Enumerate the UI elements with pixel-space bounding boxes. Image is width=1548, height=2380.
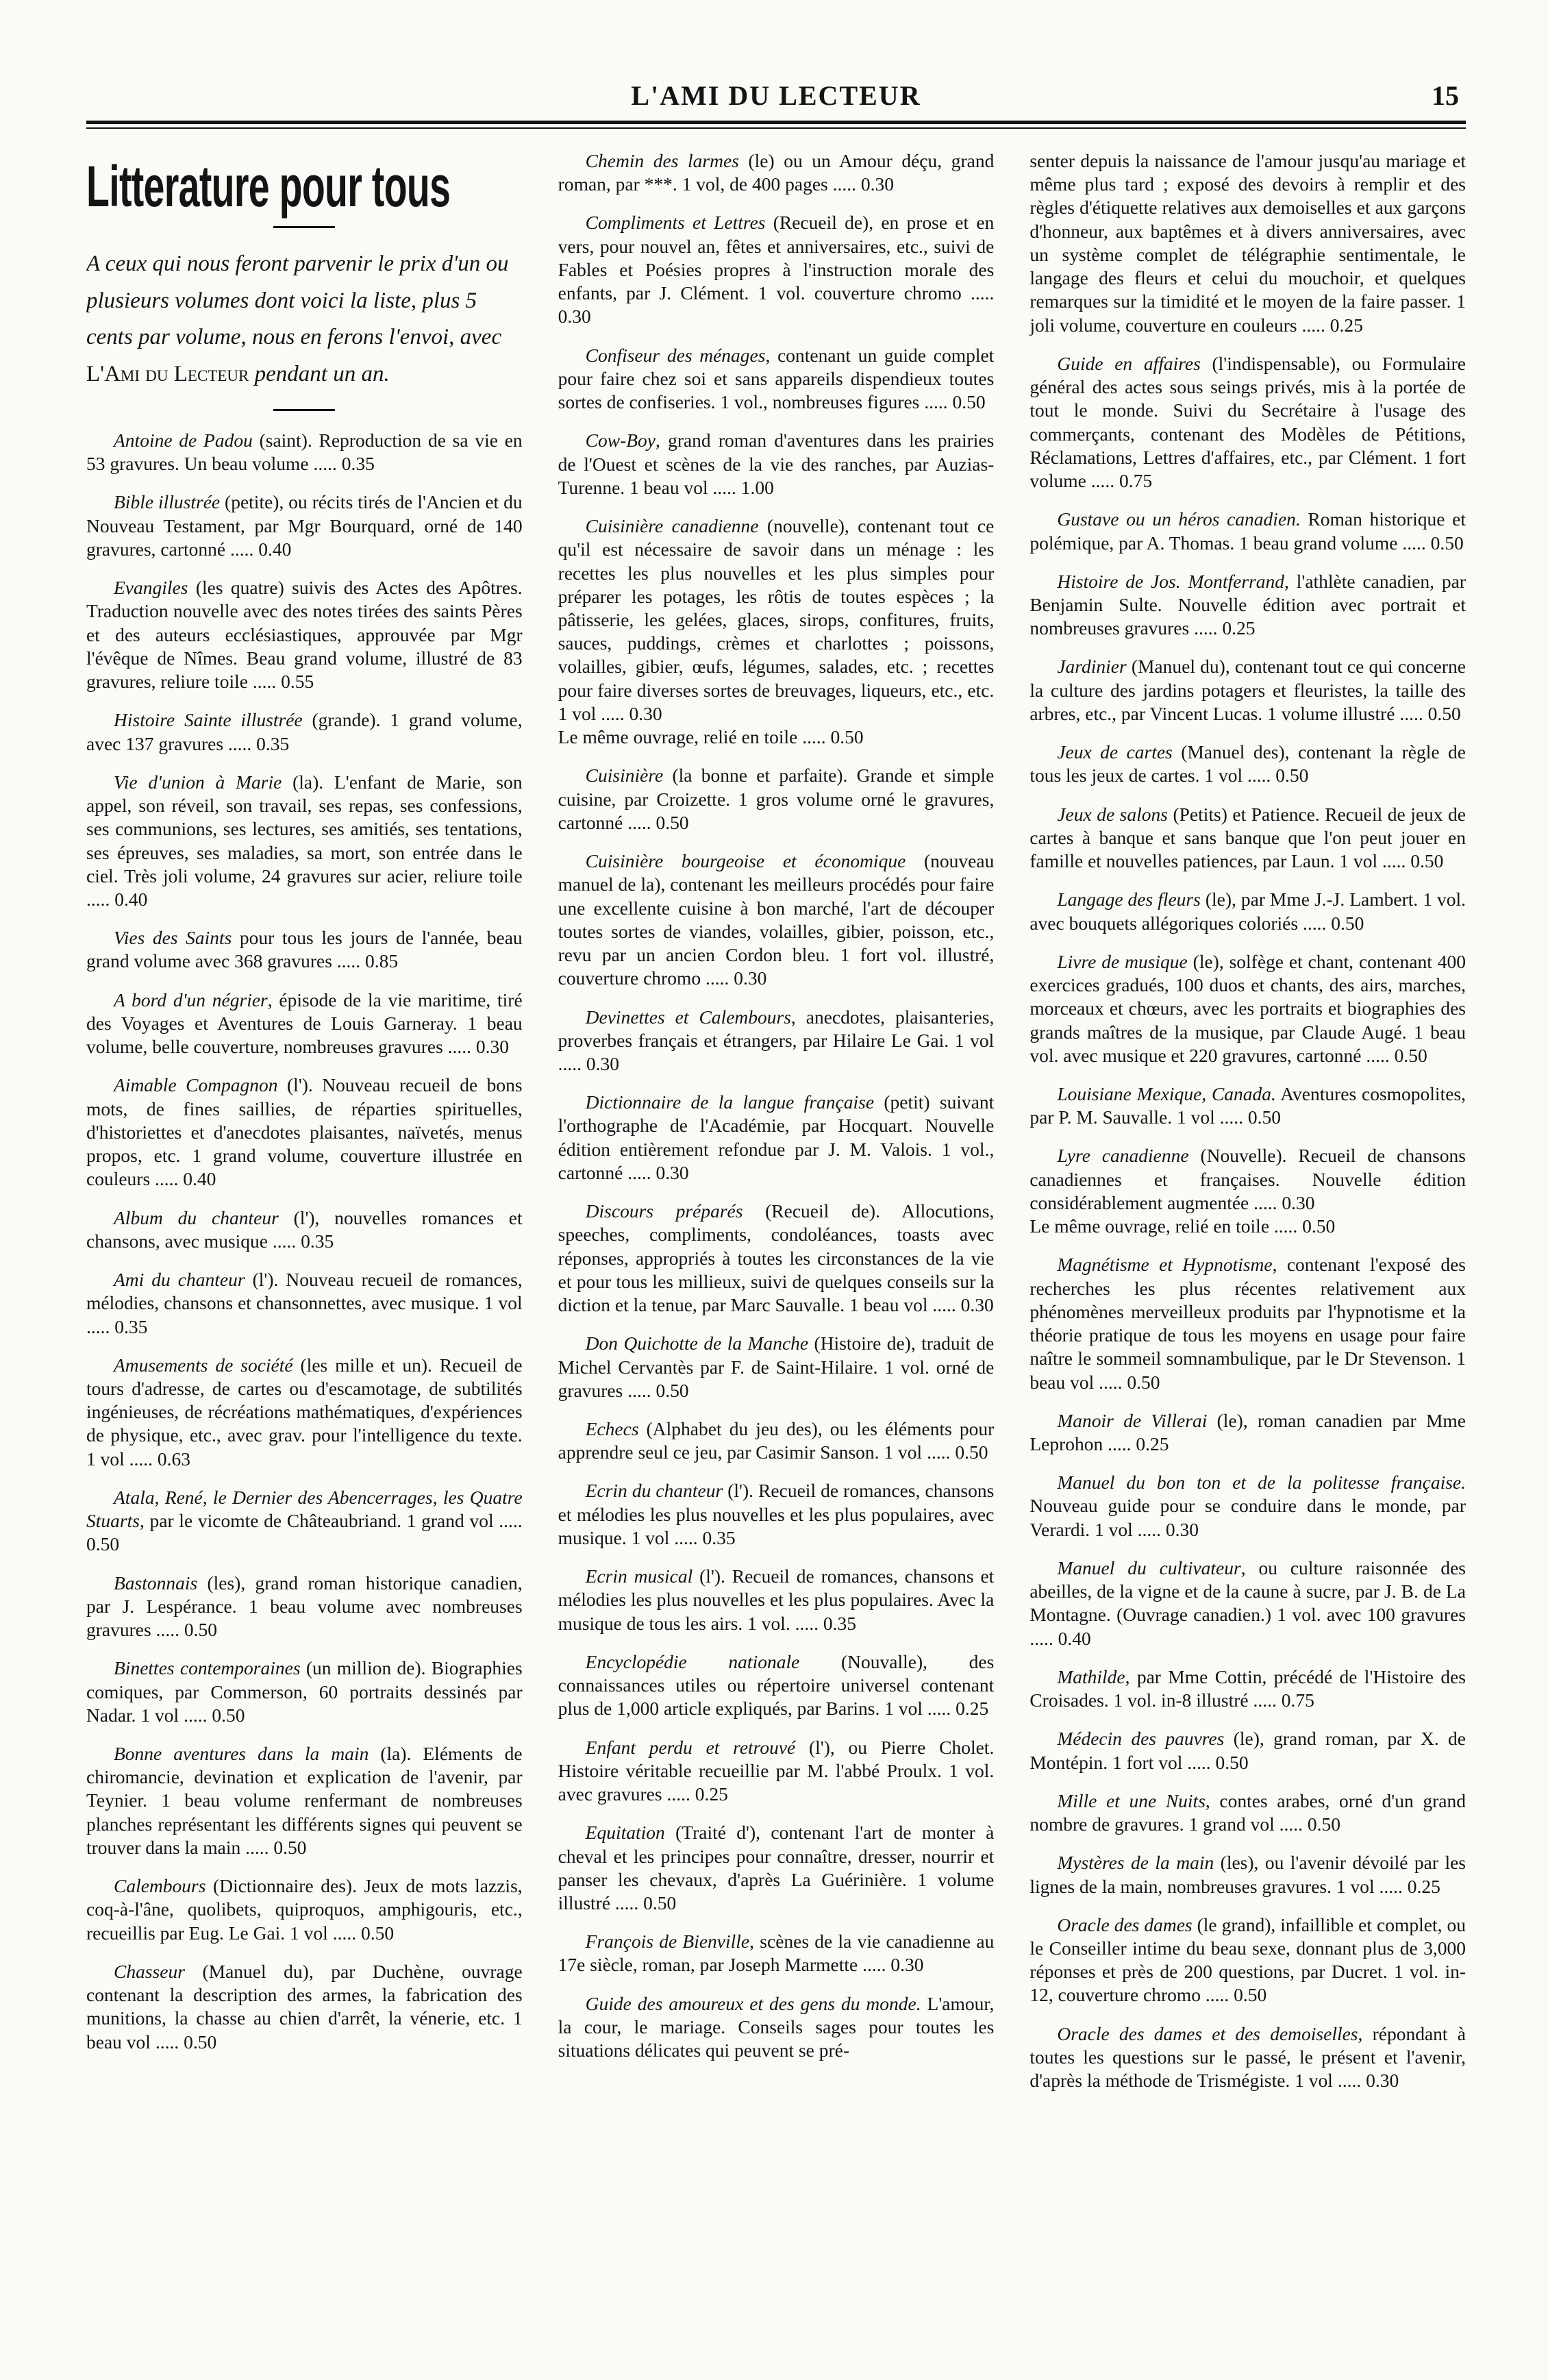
book-title: Dictionnaire de la langue française: [585, 1091, 875, 1113]
book-price: 0.35: [114, 1315, 148, 1337]
book-description: pour tous les jours de l'année, beau grand volume avec 368 gravures: [86, 927, 523, 972]
book-entry: Ecrin du chanteur (l'). Recueil de romances, chansons et mélodies les plus nouvelles et les plus populaires, avec musique. 1 vol ..... 0.35: [558, 1480, 995, 1548]
book-price: 0.63: [157, 1448, 191, 1470]
book-description: (Manuel des), contenant la règle de tous les jeux de cartes. 1 vol: [1029, 741, 1466, 786]
book-description: (nouvelle), contenant tout ce qu'il est nécessaire de savoir dans un ménage : les recettes les plus nouvelles et les plus simples pour préparer les potages, les rôtis de toutes espèces ; la pâtisserie, les gelées, glaces, sirops, confitures, fruits, sauces, puddings, crèmes et charlottes ; poissons, volailles, gibier, œufs, légumes, salades, etc. ; recettes pour faire diverses sortes de breuvages, liqueurs, etc., etc. 1 vol: [558, 515, 995, 724]
running-header: [86, 79, 1466, 121]
book-title: Ecrin musical: [585, 1565, 693, 1587]
book-description: , par le vicomte de Châteaubriand. 1 grand vol: [139, 1510, 494, 1532]
book-price: 0.50: [1430, 532, 1464, 554]
book-price: 0.30: [890, 1954, 924, 1976]
book-description: (le), solfège et chant, contenant 400 exercices gradués, 100 duos et chants, des airs, marches, morceaux et chœurs, avec les portraits et biographies des grands maîtres de la musique, par Claude Augé. 1 beau vol. avec musique et 220 gravures, cartonné: [1029, 950, 1466, 1066]
book-title: Livre de musique: [1057, 950, 1188, 972]
book-title: Confiseur des ménages: [585, 344, 766, 366]
book-price: 0.35: [702, 1526, 736, 1548]
book-title: Equitation: [585, 1822, 665, 1844]
book-description: (les), grand roman historique canadien, par J. Lespérance. 1 beau volume avec nombreuses gravures: [86, 1572, 523, 1641]
book-description: (un million de). Biographies comiques, par Commerson, 60 portraits dessinés par Nadar. 1 vol: [86, 1657, 523, 1726]
book-price: 0.40: [114, 888, 148, 910]
book-description: , contenant l'exposé des recherches les plus récentes relativement aux phénomènes merveilleux produits par l'hypnotisme et la théorie pratique de tous les moyens en usage pour faire naître le sommeil somnambulique, par le Dr Stevenson. 1 beau vol: [1029, 1254, 1466, 1393]
book-title: Calembours: [114, 1875, 206, 1897]
book-entry: Oracle des dames et des demoiselles, répondant à toutes les questions sur le passé, le présent et l'avenir, d'après la méthode de Trismégiste. 1 vol ..... 0.30: [1029, 2022, 1466, 2092]
book-price: 0.25: [1329, 314, 1363, 336]
section-heading: Litterature pour tous: [86, 154, 451, 219]
book-description: (Nouvelle). Recueil de chansons canadiennes et françaises. Nouvelle édition considérablement augmentée: [1029, 1145, 1466, 1213]
book-price: 0.50: [273, 1836, 307, 1858]
book-title: Langage des fleurs: [1057, 889, 1201, 910]
book-entry: Ecrin musical (l'). Recueil de romances, chansons et mélodies les plus nouvelles et les plus populaires. Avec la musique de tous les airs. 1 vol. ..... 0.35: [558, 1565, 995, 1634]
book-entry: Compliments et Lettres (Recueil de), en prose et en vers, pour nouvel an, fêtes et anniversaires, etc., suivi de Fables et Poésies propres à l'instruction morale des enfants, par J. Clément. 1 vol. couverture chromo ..... 0.30: [558, 212, 995, 327]
book-entry: Manuel du bon ton et de la politesse française. Nouveau guide pour se conduire dans le monde, par Verardi. 1 vol ..... 0.30: [1029, 1472, 1466, 1540]
book-title: Bonne aventures dans la main: [114, 1743, 369, 1765]
book-title: Atala, René, le Dernier des Abencerrages, les Quatre Stuarts: [86, 1486, 523, 1532]
book-price: 0.55: [281, 671, 314, 693]
book-title: Manoir de Villerai: [1057, 1409, 1208, 1431]
book-price: 0.50: [1331, 912, 1364, 934]
book-description: (l'). Recueil de romances, chansons et mélodies les plus nouvelles et les plus populaires, avec musique. 1 vol: [558, 1480, 995, 1548]
book-title: Devinettes et Calembours: [585, 1006, 791, 1028]
book-price: 0.50: [656, 811, 689, 833]
book-entry: Jardinier (Manuel du), contenant tout ce qui concerne la culture des jardins potagers et fleuristes, la taille des arbres, etc., par Vincent Lucas. 1 volume illustré ..... 0.50: [1029, 656, 1466, 724]
book-description: (l'). Recueil de romances, chansons et mélodies les plus nouvelles et les plus populaires. Avec la musique de tous les airs. 1 vol.: [558, 1565, 995, 1634]
book-title: Bible illustrée: [114, 491, 221, 513]
book-title: Vie d'union à Marie: [114, 771, 282, 793]
book-description: (Petits) et Patience. Recueil de jeux de cartes à banque et sans banque que l'on peut jouer en famille et nouvelles patiences, par Laun. 1 vol: [1029, 803, 1466, 872]
book-description: , ou culture raisonnée des abeilles, de la vigne et de la caune à sucre, par J. B. de La Montagne. (Ouvrage canadien.) 1 vol. avec 100 gravures: [1029, 1557, 1466, 1626]
book-price: 0.25: [956, 1698, 989, 1720]
book-entry: Histoire de Jos. Montferrand, l'athlète canadien, par Benjamin Sulte. Nouvelle édition avec portrait et nombreuses gravures ..... 0.25: [1029, 570, 1466, 639]
book-price: 0.75: [1119, 470, 1153, 492]
book-title: Ami du chanteur: [114, 1269, 245, 1291]
book-entry: Louisiane Mexique, Canada. Aventures cosmopolites, par P. M. Sauvalle. 1 vol ..... 0.50: [1029, 1082, 1466, 1128]
book-price: 0.30: [960, 1294, 994, 1316]
book-title: Discours préparés: [585, 1200, 743, 1222]
book-title: Chemin des larmes: [585, 150, 739, 171]
book-description: (le) ou un Amour déçu, grand roman, par ***. 1 vol, de 400 pages: [558, 150, 995, 195]
book-price: 0.50: [1394, 1044, 1427, 1066]
book-description: (Manuel du), par Duchène, ouvrage contenant la description des armes, la fabrication des munitions, la chasse au chien d'arrêt, la vénerie, etc. 1 beau vol: [86, 1960, 523, 2053]
book-description: , répondant à toutes les questions sur le passé, le présent et l'avenir, d'après la méthode de Trismégiste. 1 vol: [1029, 2022, 1466, 2092]
book-title: Enfant perdu et retrouvé: [585, 1736, 796, 1758]
book-entry: Aimable Compagnon (l'). Nouveau recueil de bons mots, de fines saillies, de réparties spirituelles, d'historiettes et d'anecdotes plaisantes, naïvetés, menus propos, etc. 1 grand volume, couverture illustrée en couleurs ..... 0.40: [86, 1074, 523, 1190]
book-title: Cow-Boy: [585, 430, 656, 451]
book-entry: Dictionnaire de la langue française (petit) suivant l'orthographe de l'Académie, par Hocquart. Nouvelle édition entièrement refondue par J. M. Valois. 1 vol., cartonné ..... 0.30: [558, 1091, 995, 1183]
book-title: A bord d'un négrier: [114, 989, 268, 1011]
book-price: 0.25: [1136, 1433, 1169, 1455]
book-title: Antoine de Padou: [114, 430, 253, 451]
book-price: 0.25: [695, 1783, 728, 1805]
book-entry: [558, 1992, 995, 2063]
book-title: Histoire de Jos. Montferrand: [1057, 570, 1285, 592]
book-description: (les quatre) suivis des Actes des Apôtres. Traduction nouvelle avec des notes tirées des saints Pères et des auteurs ecclésiastiques, approuvée par Mgr l'évêque de Nîmes. Beau grand volume, illustré de 83 gravures, reliure toile: [86, 577, 523, 693]
book-price: 0.50: [1234, 1984, 1267, 2006]
book-entry: Lyre canadienne (Nouvelle). Recueil de chansons canadiennes et françaises. Nouvelle édition considérablement augmentée ..... 0.30 Le même ouvrage, relié en toile ..... 0.50: [1029, 1145, 1466, 1237]
book-entry: Manoir de Villerai (le), roman canadien par Mme Leprohon ..... 0.25: [1029, 1409, 1466, 1455]
intro-text-before: A ceux qui nous feront parvenir le prix d'un ou plusieurs volumes dont voici la liste, plus 5 cents par volume, nous en ferons l'envoi, avec: [86, 251, 509, 350]
book-price: 0.30: [586, 1052, 620, 1074]
book-price: 0.50: [1127, 1371, 1160, 1393]
book-description: (Traité d'), contenant l'art de monter à cheval et les principes pour connaître, dresser, nourrir et panser les chevaux, d'après La Guérinière. 1 volume illustré: [558, 1822, 995, 1913]
book-description: (les mille et un). Recueil de tours d'adresse, de cartes ou d'escamotage, de subtilités ingénieuses, de récréations mathématiques, d'expériences de physique, etc., avec grav. pour l'intelligence du texte. 1 vol: [86, 1354, 523, 1470]
book-price: 0.50: [1427, 702, 1461, 724]
book-description: senter depuis la naissance de l'amour jusqu'au mariage et même plus tard ; exposé des devoirs à remplir et des règles d'étiquette relatives aux demoiselles et aux garçons d'honneur, aux baptêmes et à divers anniversaires, avec un système complet de télégraphie sentimentale, le langage des fleurs et celui du mouchoir, et quelques remarques sur la timidité et le moyen de la faire passer. 1 joli volume, couverture en couleurs: [1029, 150, 1466, 336]
book-price: 0.50: [184, 2031, 217, 2053]
book-description: , épisode de la vie maritime, tiré des Voyages et Aventures de Louis Garneray. 1 beau volume, belle couverture, nombreuses gravures: [86, 989, 523, 1058]
book-entry: Album du chanteur (l'), nouvelles romances et chansons, avec musique ..... 0.35: [86, 1206, 523, 1252]
book-variant: Le même ouvrage, relié en toile: [1029, 1215, 1270, 1237]
book-title: Bastonnais: [114, 1572, 198, 1594]
book-price: 0.50: [643, 1892, 677, 1913]
book-description: (l'), nouvelles romances et chansons, avec musique: [86, 1206, 523, 1252]
book-list-columns: [86, 149, 1466, 2353]
intro-rule: [273, 409, 335, 411]
book-description: (l'indispensable), ou Formulaire général des actes sous seings privés, mis à la portée de tout le monde. Suivi du Secrétaire à l'usage des commerçants, contenant des Modèles de Pétitions, Réclamations, Lettres d'affaires, etc., par Clément. 1 fort volume: [1029, 352, 1466, 492]
book-title: Mathilde: [1057, 1665, 1125, 1687]
book-price: 0.50: [1410, 850, 1444, 872]
book-title: Jeux de salons: [1057, 803, 1168, 825]
book-entry: Cuisinière canadienne (nouvelle), contenant tout ce qu'il est nécessaire de savoir dans un ménage : les recettes les plus nouvelles et les plus simples pour préparer les potages, les rôtis de toutes espèces ; la pâtisserie, les gelées, glaces, sirops, confitures, fruits, sauces, puddings, crèmes et charlottes ; poissons, volailles, gibier, œufs, légumes, salades, etc. ; recettes pour faire diverses sortes de breuvages, liqueurs, etc., etc. 1 vol ..... 0.30 Le même ouvrage, relié en toile ..... 0.50: [558, 515, 995, 748]
book-entry: Vie d'union à Marie (la). L'enfant de Marie, son appel, son réveil, son travail, ses repas, ses confessions, ses communions, ses lectures, ses amitiés, ses tentations, ses épreuves, ses maladies, sa mort, son entrée dans le ciel. Très joli volume, 24 gravures sur acier, reliure toile ..... 0.40: [86, 771, 523, 910]
book-price: 0.40: [1058, 1627, 1091, 1649]
book-entry: Oracle des dames (le grand), infaillible et complet, ou le Conseiller intime du beau sexe, donnant plus de 3,000 réponses et près de 200 questions, par Ducret. 1 vol. in-12, couverture chromo ..... 0.50: [1029, 1913, 1466, 2006]
book-title: Histoire Sainte illustrée: [114, 709, 303, 731]
book-entry: Chemin des larmes (le) ou un Amour déçu, grand roman, par ***. 1 vol, de 400 pages ..... 0.30: [558, 150, 995, 195]
book-description: (grande). 1 grand volume, avec 137 gravures: [86, 709, 523, 754]
book-description: (Alphabet du jeu des), ou les éléments pour apprendre seul ce jeu, par Casimir Sanson. 1 vol: [558, 1418, 995, 1463]
book-description: , scènes de la vie canadienne au 17e siècle, roman, par Joseph Marmette: [558, 1931, 995, 1976]
book-entry: Mystères de la main (les), ou l'avenir dévoilé par les lignes de la main, nombreuses gravures. 1 vol ..... 0.25: [1029, 1852, 1466, 1897]
column-3: [1029, 149, 1466, 2353]
book-entry: Encyclopédie nationale (Nouvalle), des connaissances utiles ou répertoire universel contenant plus de 1,000 article expliqués, par Barins. 1 vol ..... 0.25: [558, 1650, 995, 1720]
book-entry: senter depuis la naissance de l'amour jusqu'au mariage et même plus tard ; exposé des devoirs à remplir et des règles d'étiquette relatives aux demoiselles et aux garçons d'honneur, aux baptêmes et à divers anniversaires, avec un système complet de télégraphie sentimentale, le langage des fleurs et celui du mouchoir, et quelques remarques sur la timidité et le moyen de la faire passer. 1 joli volume, couverture en couleurs ..... 0.25: [1029, 150, 1466, 336]
book-description: (le), par Mme J.-J. Lambert. 1 vol. avec bouquets allégoriques coloriés: [1029, 889, 1466, 934]
book-title: Jeux de cartes: [1057, 741, 1173, 763]
book-description: L'amour, la cour, le mariage. Conseils sages pour toutes les situations délicates qui peuvent se pré-: [558, 1992, 995, 2061]
book-description: (la bonne et parfaite). Grande et simple cuisine, par Croizette. 1 gros volume orné le gravures, cartonné: [558, 765, 995, 833]
book-description: (la). L'enfant de Marie, son appel, son réveil, son travail, ses repas, ses confessions, ses communions, ses lectures, ses amitiés, ses tentations, ses épreuves, ses maladies, sa mort, son entrée dans le ciel. Très joli volume, 24 gravures sur acier, reliure toile: [86, 771, 523, 887]
book-entry: Jeux de salons (Petits) et Patience. Recueil de jeux de cartes à banque et sans banque que l'on peut jouer en famille et nouvelles patiences, par Laun. 1 vol ..... 0.50: [1029, 803, 1466, 872]
book-description: (Recueil de), en prose et en vers, pour nouvel an, fêtes et anniversaires, etc., suivi de Fables et Poésies propres à l'instruction morale des enfants, par J. Clément. 1 vol. couverture chromo: [558, 212, 995, 304]
book-entry: Bonne aventures dans la main (la). Eléments de chiromancie, devination et explication de l'avenir, par Teynier. 1 beau volume renfermant de nombreuses planches représentant les différents signes qui peuvent se trouver dans la main ..... 0.50: [86, 1743, 523, 1858]
column-2: [558, 149, 995, 2353]
book-price: 0.50: [86, 1533, 120, 1555]
book-description: (petit) suivant l'orthographe de l'Académie, par Hocquart. Nouvelle édition entièrement refondue par J. M. Valois. 1 vol., cartonné: [558, 1091, 995, 1183]
book-title: Oracle des dames: [1057, 1913, 1193, 1935]
book-price: 0.85: [365, 950, 399, 972]
book-description: Roman historique et polémique, par A. Thomas. 1 beau grand volume: [1029, 508, 1466, 554]
book-title: Chasseur: [114, 1960, 185, 1982]
book-price: 0.30: [1282, 1191, 1315, 1213]
book-price: 0.35: [823, 1612, 857, 1634]
book-title: Guide des amoureux et des gens du monde.: [585, 1992, 921, 2014]
book-price: 0.25: [1407, 1875, 1440, 1897]
book-description: (la). Eléments de chiromancie, devination et explication de l'avenir, par Teynier. 1 beau volume renfermant de nombreuses planches représentant les différents signes qui peuvent se trouver dans la main: [86, 1743, 523, 1858]
book-variant-price: 0.50: [830, 726, 864, 748]
book-title: Louisiane Mexique, Canada.: [1057, 1082, 1276, 1104]
book-title: Manuel du cultivateur: [1057, 1557, 1241, 1578]
book-price: 0.50: [184, 1619, 217, 1641]
book-description: (nouveau manuel de la), contenant les meilleurs procédés pour faire une excellente cuisine à bon marché, l'art de découper toutes sortes de viandes, volailles, gibier, poisson, etc., revu par un ancien Cordon bleu. 1 fort vol. illustré, couverture chromo: [558, 850, 995, 989]
book-description: (le), grand roman, par X. de Montépin. 1 fort vol: [1029, 1728, 1466, 1773]
book-entry: Binettes contemporaines (un million de). Biographies comiques, par Commerson, 60 portraits dessinés par Nadar. 1 vol ..... 0.50: [86, 1657, 523, 1726]
book-price: 0.50: [1275, 765, 1309, 786]
book-entry: Ami du chanteur (l'). Nouveau recueil de romances, mélodies, chansons et chansonnettes, avec musique. 1 vol ..... 0.35: [86, 1269, 523, 1337]
book-price: 0.75: [1281, 1689, 1314, 1711]
book-entry: Cuisinière bourgeoise et économique (nouveau manuel de la), contenant les meilleurs procédés pour faire une excellente cuisine à bon marché, l'art de découper toutes sortes de viandes, volailles, gibier, poisson, etc., revu par un ancien Cordon bleu. 1 fort vol. illustré, couverture chromo ..... 0.30: [558, 850, 995, 989]
book-title: Médecin des pauvres: [1057, 1728, 1225, 1750]
book-title: Guide en affaires: [1057, 352, 1201, 374]
book-entry: A bord d'un négrier, épisode de la vie maritime, tiré des Voyages et Aventures de Louis Garneray. 1 beau volume, belle couverture, nombreuses gravures ..... 0.30: [86, 989, 523, 1058]
book-description: (Histoire de), traduit de Michel Cervantès par F. de Saint-Hilaire. 1 vol. orné de gravures: [558, 1332, 995, 1401]
book-description: , anecdotes, plaisanteries, proverbes français et étrangers, par Hilaire Le Gai. 1 vol: [558, 1006, 995, 1051]
book-description: (l'). Nouveau recueil de bons mots, de fines saillies, de réparties spirituelles, d'historiettes et d'anecdotes plaisantes, naïvetés, menus propos, etc. 1 grand volume, couverture illustrée en couleurs: [86, 1074, 523, 1190]
intro-paragraph: [86, 246, 523, 393]
book-description: , l'athlète canadien, par Benjamin Sulte. Nouvelle édition avec portrait et nombreuses gravures: [1029, 570, 1466, 639]
book-title: Vies des Saints: [114, 927, 232, 949]
book-title: Jardinier: [1057, 656, 1127, 678]
journal-name: L'Ami du Lecteur: [86, 361, 249, 386]
book-price: 0.30: [558, 306, 591, 327]
book-price: 0.30: [1366, 2070, 1399, 2092]
book-title: Binettes contemporaines: [114, 1657, 301, 1679]
book-description: (le grand), infaillible et complet, ou le Conseiller intime du beau sexe, donnant plus de 3,000 réponses et près de 200 questions, par Ducret. 1 vol. in-12, couverture chromo: [1029, 1913, 1466, 2006]
book-description: (Nouvalle), des connaissances utiles ou répertoire universel contenant plus de 1,000 article expliqués, par Barins. 1 vol: [558, 1650, 995, 1720]
book-price: 0.35: [341, 453, 375, 475]
book-price: 0.50: [1247, 1106, 1281, 1128]
book-title: Manuel du bon ton et de la politesse française.: [1057, 1472, 1466, 1493]
book-title: Encyclopédie nationale: [585, 1650, 800, 1672]
book-variant-price: 0.50: [1302, 1215, 1336, 1237]
book-entry: Amusements de société (les mille et un). Recueil de tours d'adresse, de cartes ou d'escamotage, de subtilités ingénieuses, de récréations mathématiques, d'expériences de physique, etc., avec grav. pour l'intelligence du texte. 1 vol ..... 0.63: [86, 1354, 523, 1470]
book-description: (l'), ou Pierre Cholet. Histoire véritable recueillie par M. l'abbé Proulx. 1 vol. avec gravures: [558, 1736, 995, 1805]
book-title: Compliments et Lettres: [585, 212, 766, 234]
book-description: (petite), ou récits tirés de l'Ancien et du Nouveau Testament, par Mgr Bourquard, orné de 140 gravures, cartonné: [86, 491, 523, 560]
book-description: , par Mme Cottin, précédé de l'Histoire des Croisades. 1 vol. in-8 illustré: [1029, 1665, 1466, 1711]
book-price: 0.50: [952, 391, 986, 413]
book-entry: Atala, René, le Dernier des Abencerrages, les Quatre Stuarts, par le vicomte de Châteaubriand. 1 grand vol ..... 0.50: [86, 1486, 523, 1555]
book-price: 0.30: [860, 173, 894, 195]
book-entry: Antoine de Padou (saint). Reproduction de sa vie en 53 gravures. Un beau volume ..... 0.35: [86, 430, 523, 475]
book-title: Cuisinière canadienne: [585, 515, 759, 537]
book-title: Ecrin du chanteur: [585, 1480, 723, 1502]
book-price: 1.00: [740, 476, 774, 498]
book-price: 0.50: [360, 1922, 395, 1944]
book-entry: Enfant perdu et retrouvé (l'), ou Pierre Cholet. Histoire véritable recueillie par M. l'abbé Proulx. 1 vol. avec gravures ..... 0.25: [558, 1736, 995, 1805]
book-price: 0.50: [1307, 1813, 1340, 1835]
book-variant: Le même ouvrage, relié en toile: [558, 726, 798, 748]
book-entry: Chasseur (Manuel du), par Duchène, ouvrage contenant la description des armes, la fabrication des munitions, la chasse au chien d'arrêt, la vénerie, etc. 1 beau vol ..... 0.50: [86, 1960, 523, 2053]
book-title: Don Quichotte de la Manche: [585, 1332, 809, 1354]
book-entry: Evangiles (les quatre) suivis des Actes des Apôtres. Traduction nouvelle avec des notes tirées des saints Pères et des auteurs ecclésiastiques, approuvée par Mgr l'évêque de Nîmes. Beau grand volume, illustré de 83 gravures, reliure toile ..... 0.55: [86, 577, 523, 693]
book-description: (l'). Nouveau recueil de romances, mélodies, chansons et chansonnettes, avec musique. 1 vol: [86, 1269, 523, 1314]
book-price: 0.30: [734, 967, 767, 989]
book-title: Mystères de la main: [1057, 1852, 1214, 1874]
book-price: 0.40: [258, 538, 292, 560]
book-description: Aventures cosmopolites, par P. M. Sauvalle. 1 vol: [1029, 1082, 1466, 1128]
header-rule: [86, 121, 1466, 129]
book-entry: Vies des Saints pour tous les jours de l'année, beau grand volume avec 368 gravures ..... 0.85: [86, 927, 523, 972]
book-entry: Gustave ou un héros canadien. Roman historique et polémique, par A. Thomas. 1 beau grand volume ..... 0.50: [1029, 508, 1466, 554]
book-entry: Langage des fleurs (le), par Mme J.-J. Lambert. 1 vol. avec bouquets allégoriques coloriés ..... 0.50: [1029, 889, 1466, 934]
book-description: (Manuel du), contenant tout ce qui concerne la culture des jardins potagers et fleuristes, la taille des arbres, etc., par Vincent Lucas. 1 volume illustré: [1029, 656, 1466, 724]
book-entry: Cuisinière (la bonne et parfaite). Grande et simple cuisine, par Croizette. 1 gros volume orné le gravures, cartonné ..... 0.50: [558, 765, 995, 833]
book-price: 0.30: [629, 702, 662, 724]
book-price: 0.50: [656, 1379, 689, 1401]
book-price: 0.30: [1165, 1518, 1199, 1540]
book-price: 0.35: [256, 732, 290, 754]
book-description: (saint). Reproduction de sa vie en 53 gravures. Un beau volume: [86, 430, 523, 475]
book-price: 0.50: [212, 1704, 245, 1726]
book-title: François de Bienville: [585, 1931, 750, 1953]
book-title: Amusements de société: [114, 1354, 293, 1376]
book-price: 0.35: [301, 1230, 334, 1252]
book-entry: Bible illustrée (petite), ou récits tirés de l'Ancien et du Nouveau Testament, par Mgr Bourquard, orné de 140 gravures, cartonné ..... 0.40: [86, 491, 523, 560]
book-entry: François de Bienville, scènes de la vie canadienne au 17e siècle, roman, par Joseph Marmette ..... 0.30: [558, 1931, 995, 1976]
running-title: L'AMI DU LECTEUR: [631, 80, 921, 111]
book-title: Album du chanteur: [114, 1206, 279, 1228]
book-entry: Médecin des pauvres (le), grand roman, par X. de Montépin. 1 fort vol ..... 0.50: [1029, 1728, 1466, 1773]
heading-rule: [273, 226, 335, 228]
book-entry: Manuel du cultivateur, ou culture raisonnée des abeilles, de la vigne et de la caune à sucre, par J. B. de La Montagne. (Ouvrage canadien.) 1 vol. avec 100 gravures ..... 0.40: [1029, 1557, 1466, 1649]
book-description: (le), roman canadien par Mme Leprohon: [1029, 1409, 1466, 1455]
book-price: 0.25: [1222, 617, 1256, 639]
book-title: Echecs: [585, 1418, 639, 1440]
book-title: Magnétisme et Hypnotisme: [1057, 1254, 1273, 1276]
book-title: Gustave ou un héros canadien.: [1057, 508, 1301, 530]
book-entry: Don Quichotte de la Manche (Histoire de), traduit de Michel Cervantès par F. de Saint-Hilaire. 1 vol. orné de gravures ..... 0.50: [558, 1332, 995, 1401]
book-price: 0.30: [475, 1036, 510, 1058]
book-entry: Histoire Sainte illustrée (grande). 1 grand volume, avec 137 gravures ..... 0.35: [86, 709, 523, 754]
book-entry: Confiseur des ménages, contenant un guide complet pour faire chez soi et sans appareils dispendieux toutes sortes de confiseries. 1 vol., nombreuses figures ..... 0.50: [558, 344, 995, 413]
book-title: Mille et une Nuits: [1057, 1789, 1206, 1811]
book-price: 0.30: [656, 1161, 689, 1183]
book-entry: Discours préparés (Recueil de). Allocutions, speeches, compliments, condoléances, toasts avec réponses, appropriés à toutes les circonstances de la vie et pour tous les millieux, suivi de quelques conseils sur la diction et la tenue, par Marc Sauvalle. 1 beau vol ..... 0.30: [558, 1200, 995, 1316]
book-entry: Calembours (Dictionnaire des). Jeux de mots lazzis, coq-à-l'âne, quolibets, quiproquos, amphigouris, etc., recueillis par Eug. Le Gai. 1 vol ..... 0.50: [86, 1875, 523, 1944]
book-title: Cuisinière bourgeoise et économique: [585, 850, 906, 872]
book-price: 0.50: [955, 1441, 988, 1463]
book-price: 0.40: [183, 1168, 216, 1190]
book-title: Cuisinière: [585, 765, 664, 786]
book-price: 0.50: [1215, 1751, 1249, 1773]
book-description: , contenant un guide complet pour faire chez soi et sans appareils dispendieux toutes sortes de confiseries. 1 vol., nombreuses figures: [558, 344, 995, 413]
book-entry: Cow-Boy, grand roman d'aventures dans les prairies de l'Ouest et scènes de la vie des ranches, par Auzias-Turenne. 1 beau vol ..... 1.00: [558, 430, 995, 498]
book-description: , grand roman d'aventures dans les prairies de l'Ouest et scènes de la vie des ranches, par Auzias-Turenne. 1 beau vol: [558, 430, 995, 498]
book-title: Lyre canadienne: [1057, 1145, 1189, 1167]
book-entry: Mathilde, par Mme Cottin, précédé de l'Histoire des Croisades. 1 vol. in-8 illustré ..... 0.75: [1029, 1665, 1466, 1711]
book-description: (les), ou l'avenir dévoilé par les lignes de la main, nombreuses gravures. 1 vol: [1029, 1852, 1466, 1897]
book-title: Oracle des dames et des demoiselles: [1057, 2022, 1358, 2044]
book-entry: Mille et une Nuits, contes arabes, orné d'un grand nombre de gravures. 1 grand vol ..... 0.50: [1029, 1789, 1466, 1835]
book-description: (Recueil de). Allocutions, speeches, compliments, condoléances, toasts avec réponses, appropriés à toutes les circonstances de la vie et pour tous les millieux, suivi de quelques conseils sur la diction et la tenue, par Marc Sauvalle. 1 beau vol: [558, 1200, 995, 1316]
book-entry: Magnétisme et Hypnotisme, contenant l'exposé des recherches les plus récentes relativement aux phénomènes merveilleux produits par l'hypnotisme et la théorie pratique de tous les moyens en usage pour faire naître le sommeil somnambulique, par le Dr Stevenson. 1 beau vol ..... 0.50: [1029, 1254, 1466, 1393]
book-entry: Livre de musique (le), solfège et chant, contenant 400 exercices gradués, 100 duos et chants, des airs, marches, morceaux et chœurs, avec les portraits et biographies des grands maîtres de la musique, par Claude Augé. 1 beau vol. avec musique et 220 gravures, cartonné ..... 0.50: [1029, 950, 1466, 1066]
book-entry: Bastonnais (les), grand roman historique canadien, par J. Lespérance. 1 beau volume avec nombreuses gravures ..... 0.50: [86, 1572, 523, 1641]
book-description: , contes arabes, orné d'un grand nombre de gravures. 1 grand vol: [1029, 1789, 1466, 1835]
book-title: Aimable Compagnon: [114, 1074, 278, 1096]
page-number: 15: [1432, 80, 1459, 111]
book-entry: Echecs (Alphabet du jeu des), ou les éléments pour apprendre seul ce jeu, par Casimir Sanson. 1 vol ..... 0.50: [558, 1418, 995, 1463]
book-entry: Guide en affaires (l'indispensable), ou Formulaire général des actes sous seings privés, mis à la portée de tout le monde. Suivi du Secrétaire à l'usage des commerçants, contenant des Modèles de Pétitions, Réclamations, Lettres d'affaires, etc., par Clément. 1 fort volume ..... 0.75: [1029, 352, 1466, 492]
book-entry: Devinettes et Calembours, anecdotes, plaisanteries, proverbes français et étrangers, par Hilaire Le Gai. 1 vol ..... 0.30: [558, 1006, 995, 1074]
column-1: [86, 149, 523, 2353]
book-description: (Dictionnaire des). Jeux de mots lazzis, coq-à-l'âne, quolibets, quiproquos, amphigouris, etc., recueillis par Eug. Le Gai. 1 vol: [86, 1875, 523, 1944]
book-entry: Jeux de cartes (Manuel des), contenant la règle de tous les jeux de cartes. 1 vol ..... 0.50: [1029, 741, 1466, 786]
book-description: Nouveau guide pour se conduire dans le monde, par Verardi. 1 vol: [1029, 1495, 1466, 1540]
intro-text-after: pendant un an.: [249, 361, 390, 386]
book-title: Evangiles: [114, 577, 188, 599]
book-entry: Equitation (Traité d'), contenant l'art de monter à cheval et les principes pour connaître, dresser, nourrir et panser les chevaux, d'après La Guérinière. 1 volume illustré ..... 0.50: [558, 1822, 995, 1913]
